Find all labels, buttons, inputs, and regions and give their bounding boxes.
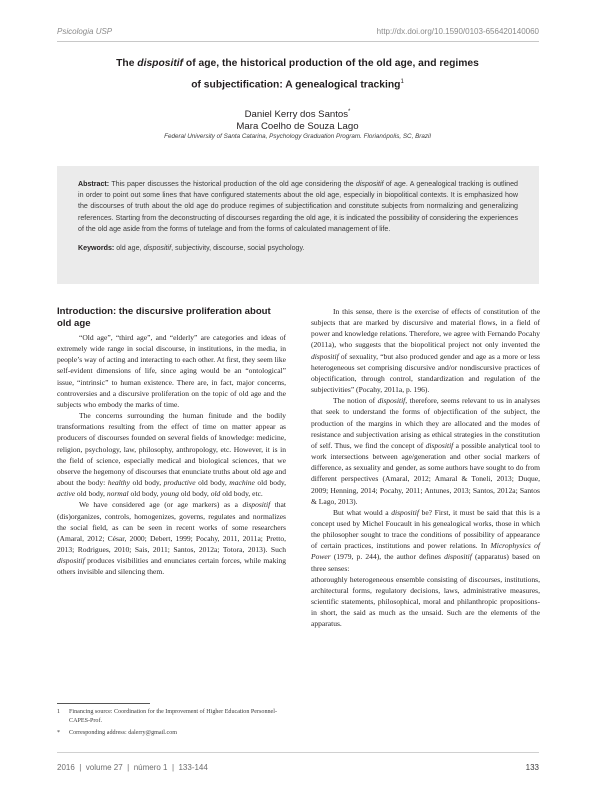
issue-info: 2016 | volume 27 | número 1 | 133-144 (57, 763, 208, 772)
paragraph: We have considered age (or age markers) as a dispositif that (dis)organizes, controls, homogenizes, governs, regulates and normalizes the social field, as can be seen in recent works of some researchers (Amaral, 2012; César, 2000; Debert, 1999; Pocahy, 2011, 2011a; Pretto, 2013; Rodrigues, 2010; Sais, 2011; Santos, 2012a; Totora, 2013). Such dispositif produces visibilities and enunciates certain forces, while making others invisible and silencing them. (57, 500, 286, 577)
header-rule (57, 41, 539, 42)
paragraph: “Old age”, “third age”, and “elderly” are categories and ideas of extremely wide range in social discourse, in institutions, in the media, in people’s way of acting and interacting to each other. At first, they seem like self-evident dimensions of life, since aging would be an “ontological” issue, “intrinsic” to human existence. There are, in fact, major concerns, controversies and a discursive proliferation on the topic of old age and the subjects who embody the marks of time. (57, 333, 286, 409)
doi-link[interactable]: http://dx.doi.org/10.1590/0103-656420140060 (376, 27, 539, 36)
right-column (311, 306, 540, 630)
journal-name: Psicologia USP (57, 27, 113, 36)
keywords: Keywords: old age, dispositif, subjectivity, discourse, social psychology. (78, 244, 305, 253)
affiliation: Federal University of Santa Catarina, Psychology Graduation Program. Florianópolis, SC, Brazil (164, 133, 431, 140)
article-title: The dispositif of age, the historical production of the old age, and regimes of subjectification: A genealogical tracking$^1$ (116, 58, 479, 91)
page-number: 133 (525, 763, 539, 772)
footnote-1: 1 Financing source: Coordination for the Improvement of Higher Education Personnel- CAPES-Prof. (57, 709, 277, 724)
block-quote: athoroughly heterogeneous ensemble consisting of discourses, institutions, architectural forms, regulatory decisions, laws, administrative measures, scientific statements, philosophical, moral and philanthropic propositions-in short, the said as much as the unsaid. Such are the elements of the apparatus. (311, 574, 540, 629)
abstract-text: Abstract: This paper discusses the historical production of the old age considering the dispositif of age. A genealogical tracking is outlined in order to point out some lines that have configured statements about the old age, especially in biopolitical contexts. It is emphasized how the discourses of truth about the old age do produce regimes of subjectification and constitute subjects from normalizing and generalizing references. Starting from the deconstructing of discourses regarding the old age, it is indicated the possibility of considering the experiences of the old age aside from the forms of tutelage and from the forms of calculated management of life. (78, 180, 518, 233)
abstract-box (57, 166, 539, 284)
paragraph: The notion of dispositif, therefore, seems relevant to us in analyses that seek to understand the forms of objectification of the subject, the production of the margins in which they are allocated and the modes of resistance and subjectivation arising as ethical strategies in the constitution of self. Thus, we find the concept of dispositif a possible analytical tool to work intersections between age/generation and other social markers of difference, as sexuality and gender, as some authors have sought to do from different perspectives (Amaral, 2012; Amaral & Toneli, 2013; Duque, 2009; Henning, 2014; Pocahy, 2011; Antunes, 2013; Santos, 2012a; Santos & Lago, 2013). (311, 396, 541, 506)
section-heading: Introduction: the discursive proliferation about old age (57, 306, 271, 329)
footnote-rule (57, 703, 150, 704)
author-2: Mara Coelho de Souza Lago (236, 121, 359, 133)
paragraph: The concerns surrounding the human finitude and the bodily transformations resulting from the effect of time on matter appear as producers of discourses founded on several fields of knowledge: medicine, religion, psychology, law, philosophy, anthropology, etc. However, it is in the field of science, especially medical and biological sciences, that we observe the hegemony of discourses that enunciate truths about old age and about the body: healthy old body, productive old body, machine old body, active old body, normal old body, young old body, old old body, etc. (57, 411, 287, 499)
footnote-2: * Corresponding address: dalerry@gmail.com (57, 730, 177, 736)
author-list: Daniel Kerry dos Santos* Mara Coelho de Souza Lago (100, 106, 495, 133)
left-column (57, 306, 286, 577)
author-1: Daniel Kerry dos Santos (244, 109, 349, 121)
paragraph: But what would a dispositif be? First, it must be said that this is a concept used by Michel Foucault in his genealogical works, those in which the philosopher sought to trace the conditions of possibility of appearance of certain practices, institutions and power relations. In Microphysics of Power (1979, p. 244), the author defines dispositif (apparatus) based on three senses: (311, 507, 541, 573)
footer-rule (57, 752, 539, 753)
paragraph: In this sense, there is the exercise of effects of constitution of the subjects that are marked by discursive and material flows, in a field of power and knowledge relations. Therefore, we agree with Fernando Pocahy (2011a), who suggests that the biopolitical project not only invented the dispositif of sexuality, “but also produced gender and age as a more or less heterogeneous set comprising discursive and/or nondiscursive practices of objectification, through control, standardization and regulation of the subjectivities” (Pocahy, 2011a, p. 196). (311, 307, 540, 395)
